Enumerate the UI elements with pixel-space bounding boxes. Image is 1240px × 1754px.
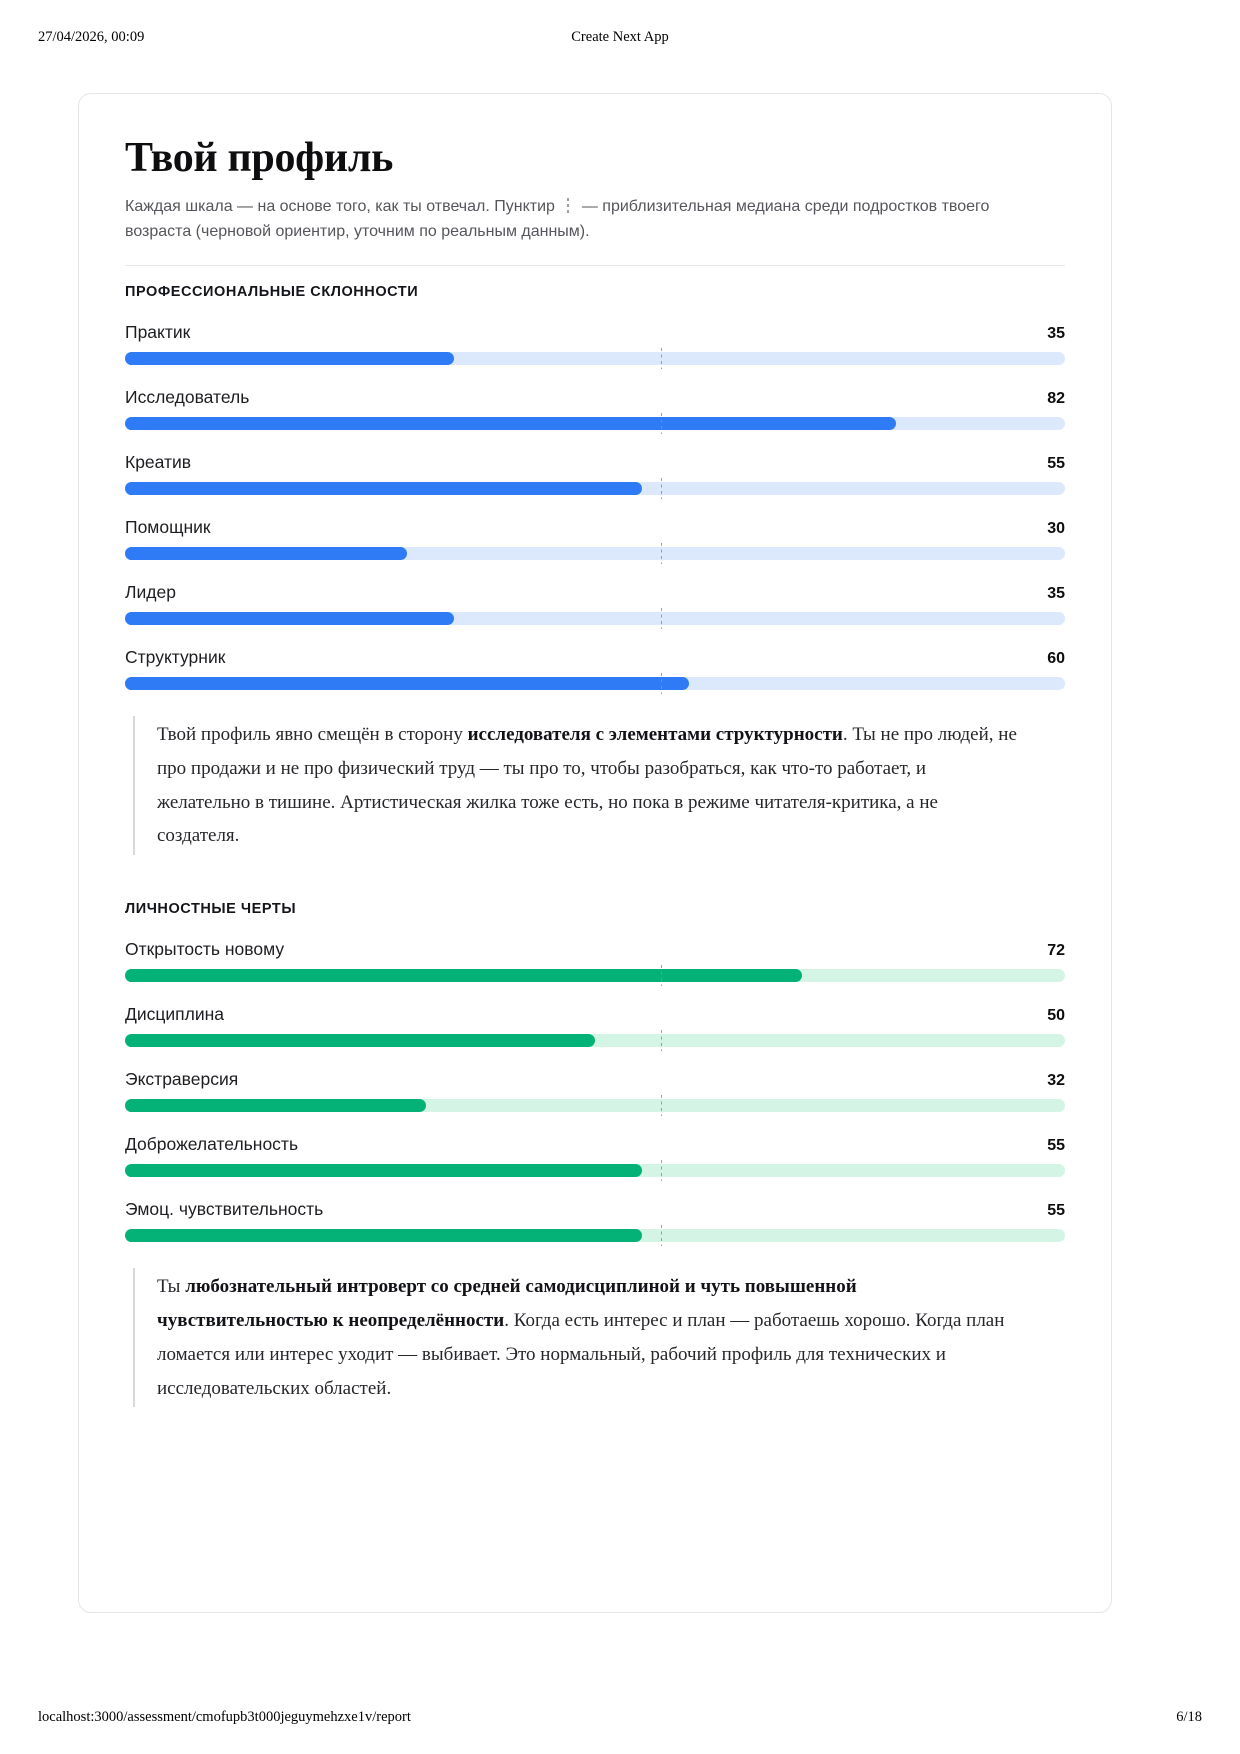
print-header-title: Create Next App — [571, 28, 669, 45]
scale-label: Практик — [125, 321, 191, 342]
scale-fill — [125, 1099, 426, 1112]
scale-track — [125, 677, 1065, 690]
scale-track — [125, 612, 1065, 625]
median-marker-icon — [661, 478, 663, 499]
scale-value: 35 — [1047, 324, 1065, 342]
page-title: Твой профиль — [125, 135, 394, 181]
scale-label: Экстраверсия — [125, 1069, 239, 1090]
median-marker-icon — [661, 1225, 663, 1246]
scale-track — [125, 547, 1065, 560]
scale-fill — [125, 547, 407, 560]
scale-row-header — [125, 1069, 1065, 1090]
scale-fill — [125, 352, 454, 365]
scale-row — [125, 1069, 1065, 1112]
median-marker-icon — [661, 673, 663, 694]
scale-row — [125, 582, 1065, 625]
report-card — [78, 93, 1112, 1613]
quote-text-tail: . Когда есть интерес и план — работаешь хорошо. Когда план ломается или интерес уходит — выбивает. Это нормальный, рабочий профиль для технических и исследовательских областей. — [157, 1310, 1005, 1399]
median-marker-icon — [661, 413, 663, 434]
scale-fill — [125, 612, 454, 625]
median-marker-icon — [661, 965, 663, 986]
section-heading: ЛИЧНОСТНЫЕ ЧЕРТЫ — [125, 901, 297, 918]
median-marker-icon — [661, 1160, 663, 1181]
scale-row-header — [125, 939, 1065, 960]
scale-row-header — [125, 582, 1065, 603]
scale-value: 72 — [1047, 942, 1065, 960]
quote-text-lead: Твой профиль явно смещён в сторону — [157, 723, 468, 745]
scale-row-header — [125, 1004, 1065, 1025]
scale-fill — [125, 1229, 642, 1242]
scale-label: Открытость новому — [125, 939, 285, 960]
quote-text-emphasis: любознательный интроверт со средней самодисциплиной и чуть повышенной чувствительностью к неопределённости — [157, 1276, 857, 1332]
scale-fill — [125, 417, 896, 430]
scale-row — [125, 1134, 1065, 1177]
scale-row — [125, 939, 1065, 982]
scale-section — [125, 897, 1065, 1449]
scale-row — [125, 322, 1065, 365]
sections-container — [125, 265, 1065, 1450]
scale-label: Структурник — [125, 646, 226, 667]
scale-row — [125, 647, 1065, 690]
scale-track — [125, 1034, 1065, 1047]
scale-row — [125, 387, 1065, 430]
section-spacer — [125, 863, 1065, 897]
scale-value: 55 — [1047, 1202, 1065, 1220]
scale-value: 55 — [1047, 454, 1065, 472]
scale-row-header — [125, 387, 1065, 408]
scale-fill — [125, 482, 642, 495]
scale-row-header — [125, 647, 1065, 668]
quote-text-lead: Ты — [157, 1276, 186, 1298]
report-card-content — [79, 94, 1111, 1449]
median-marker-icon — [661, 608, 663, 629]
scale-value: 55 — [1047, 1137, 1065, 1155]
quote-text-tail: . Ты не про людей, не про продажи и не про физический труд — ты про то, чтобы разобраться, как что-то работает, и желательно в тишине. Артистическая жилка тоже есть, но пока в режиме читателя-критика, а не создателя. — [157, 723, 1017, 847]
scale-value: 35 — [1047, 584, 1065, 602]
scale-row-header — [125, 517, 1065, 538]
scale-row-header — [125, 452, 1065, 473]
scale-fill — [125, 1034, 595, 1047]
scale-row-header — [125, 1134, 1065, 1155]
median-marker-icon — [661, 1030, 663, 1051]
scale-row — [125, 517, 1065, 560]
print-footer-url: localhost:3000/assessment/cmofupb3t000jeguymehzxe1v/report — [38, 1709, 411, 1725]
scale-track — [125, 1164, 1065, 1177]
scale-row — [125, 1004, 1065, 1047]
scale-fill — [125, 969, 802, 982]
scale-label: Доброжелательность — [125, 1134, 299, 1155]
median-marker-icon — [661, 543, 663, 564]
scale-value: 30 — [1047, 519, 1065, 537]
section-summary-quote — [133, 716, 1017, 855]
median-marker-icon — [661, 1095, 663, 1116]
scale-track — [125, 1099, 1065, 1112]
scale-row — [125, 1199, 1065, 1242]
scale-fill — [125, 1164, 642, 1177]
section-spacer — [125, 1415, 1065, 1449]
scale-label: Исследователь — [125, 386, 250, 407]
scale-track — [125, 417, 1065, 430]
scale-label: Лидер — [125, 581, 176, 602]
scale-value: 32 — [1047, 1072, 1065, 1090]
scale-label: Дисциплина — [125, 1004, 225, 1025]
print-footer — [0, 1709, 1240, 1729]
scale-fill — [125, 677, 689, 690]
page-subtitle-before: Каждая шкала — на основе того, как ты отвечал. Пунктир — [125, 198, 555, 216]
scale-section — [125, 265, 1065, 897]
quote-text-emphasis: исследователя с элементами структурности — [467, 723, 843, 745]
section-heading: ПРОФЕССИОНАЛЬНЫЕ СКЛОННОСТИ — [125, 265, 1065, 300]
dashed-median-legend-icon — [567, 198, 569, 214]
scale-label: Эмоц. чувствительность — [125, 1199, 324, 1220]
scale-label: Креатив — [125, 451, 192, 472]
scale-value: 50 — [1047, 1007, 1065, 1025]
page-subtitle — [125, 195, 1005, 245]
section-summary-quote — [133, 1268, 1017, 1407]
print-header — [0, 27, 1240, 47]
scale-row-header — [125, 1199, 1065, 1220]
page-subtitle-after: — приблизительная медиана среди подростков твоего возраста (черновой ориентир, уточним по реальным данным). — [125, 198, 990, 241]
scale-track — [125, 482, 1065, 495]
scale-row — [125, 452, 1065, 495]
scale-track — [125, 969, 1065, 982]
print-header-date: 27/04/2026, 00:09 — [38, 28, 145, 45]
scale-label: Помощник — [125, 516, 211, 537]
print-footer-page: 6/18 — [1176, 1709, 1202, 1725]
scale-value: 82 — [1047, 389, 1065, 407]
scale-row-header — [125, 322, 1065, 343]
median-marker-icon — [661, 348, 663, 369]
scale-track — [125, 1229, 1065, 1242]
scale-track — [125, 352, 1065, 365]
scale-value: 60 — [1047, 649, 1065, 667]
